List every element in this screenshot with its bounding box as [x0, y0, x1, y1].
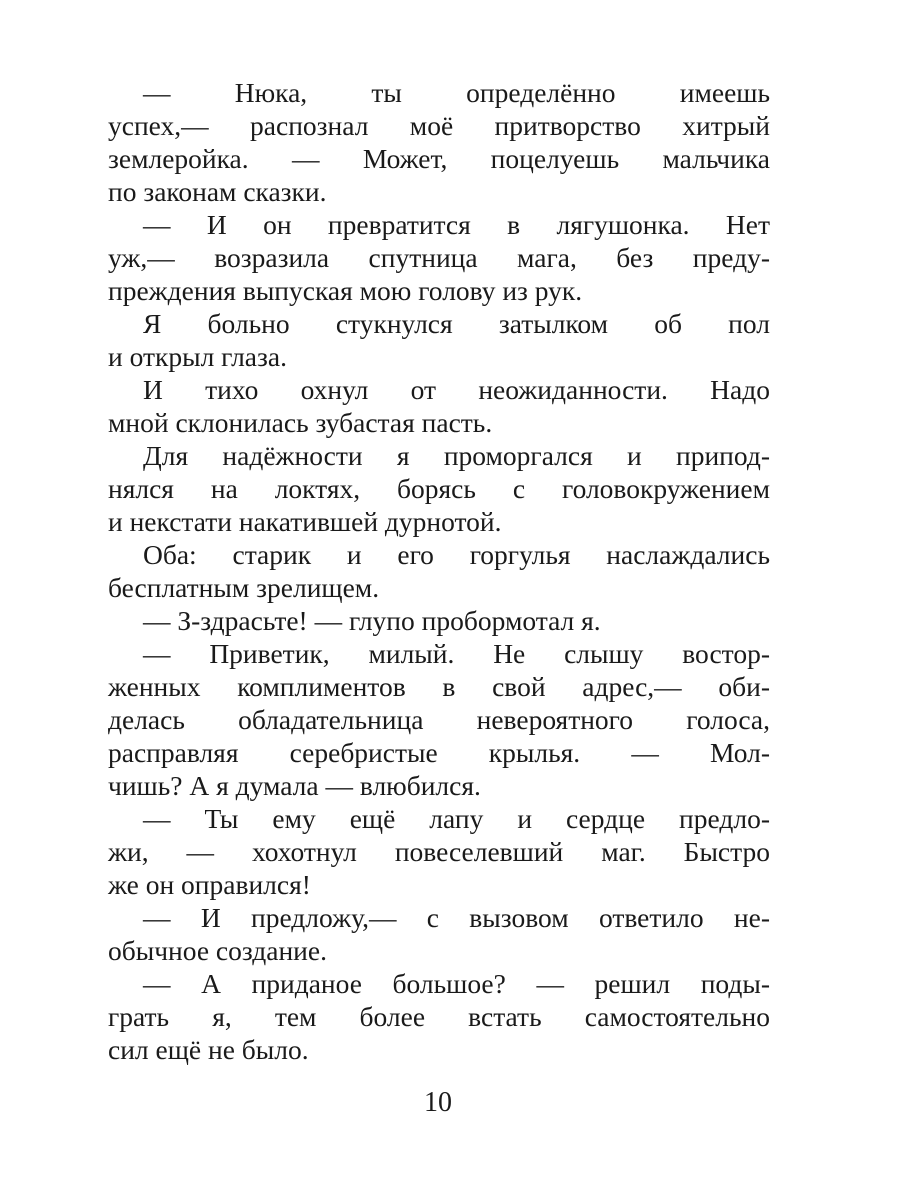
page-number: 10 [424, 1087, 452, 1118]
paragraph [108, 901, 770, 967]
text-line: и некстати накатившей дурнотой. [108, 506, 502, 537]
text-line: по законам сказки. [108, 176, 327, 207]
paragraph [108, 439, 770, 538]
text-line: — И предложу,— с вызовом ответило не- [143, 902, 770, 933]
page-body-text [108, 76, 770, 1066]
text-line: — Ты ему ещё лапу и сердце предло- [143, 803, 770, 834]
text-line: бесплатным зрелищем. [108, 572, 380, 603]
text-line: Оба: старик и его горгулья наслаждались [143, 539, 770, 570]
text-line: Для надёжности я проморгался и припод- [143, 440, 770, 471]
text-line: — З-здрасьте! — глупо пробормотал я. [143, 605, 601, 636]
text-line: жи, — хохотнул повеселевший маг. Быстро [108, 836, 770, 867]
text-line: делась обладательница невероятного голоса, [108, 704, 770, 735]
paragraph [108, 604, 770, 637]
paragraph [108, 802, 770, 901]
paragraph [108, 637, 770, 802]
text-line: обычное создание. [108, 935, 327, 966]
paragraph [108, 538, 770, 604]
paragraph [108, 373, 770, 439]
text-line: преждения выпуская мою голову из рук. [108, 275, 583, 306]
text-line: — А приданое большое? — решил поды- [143, 968, 770, 999]
text-line: — Приветик, милый. Не слышу востор- [143, 638, 770, 669]
text-line: и открыл глаза. [108, 341, 287, 372]
text-line: — И он превратится в лягушонка. Нет [143, 209, 770, 240]
paragraph [108, 967, 770, 1066]
text-line: сил ещё не было. [108, 1034, 309, 1065]
text-line: нялся на локтях, борясь с головокружением [108, 473, 770, 504]
text-line: землеройка. — Может, поцелуешь мальчика [108, 143, 770, 174]
text-line: женных комплиментов в свой адрес,— оби- [108, 671, 770, 702]
text-line: же он оправился! [108, 869, 311, 900]
text-line: — Нюка, ты определённо имеешь [143, 77, 770, 108]
text-line: Я больно стукнулся затылком об пол [143, 308, 770, 339]
text-line: успех,— распознал моё притворство хитрый [108, 110, 770, 141]
paragraph [108, 208, 770, 307]
text-line: мной склонилась зубастая пасть. [108, 407, 493, 438]
text-line: грать я, тем более встать самостоятельно [108, 1001, 770, 1032]
text-line: И тихо охнул от неожиданности. Надо [143, 374, 770, 405]
text-line: уж,— возразила спутница мага, без преду- [108, 242, 770, 273]
text-line: расправляя серебристые крылья. — Мол- [108, 737, 770, 768]
paragraph [108, 307, 770, 373]
paragraph [108, 76, 770, 208]
text-line: чишь? А я думала — влюбился. [108, 770, 481, 801]
